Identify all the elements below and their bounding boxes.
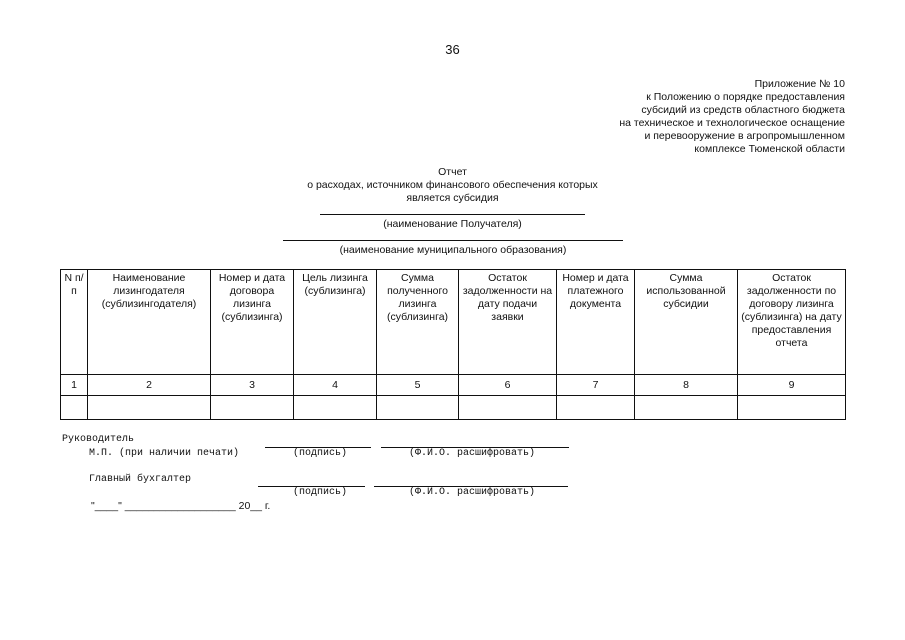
recipient-fill-line	[320, 204, 585, 215]
appendix-line: субсидий из средств областного бюджета	[641, 104, 845, 116]
number-cell: 5	[377, 375, 459, 396]
recipient-caption: (наименование Получателя)	[383, 218, 522, 230]
appendix-note	[485, 78, 845, 156]
appendix-line: на техническое и технологическое оснащение	[619, 117, 845, 129]
page-number: 36	[445, 42, 460, 57]
empty-cell	[61, 396, 88, 420]
report-title	[0, 166, 905, 205]
table-number-row	[61, 375, 846, 396]
report-title-line: Отчет	[438, 166, 467, 178]
appendix-line: комплексе Тюменской области	[694, 143, 845, 155]
number-cell: 9	[738, 375, 846, 396]
head-sign-caption: (подпись)	[293, 448, 348, 459]
head-name-caption: (Ф.И.О. расшифровать)	[409, 448, 536, 459]
number-cell: 6	[459, 375, 557, 396]
report-title-line: о расходах, источником финансового обеспечения которых	[307, 179, 598, 191]
number-cell: 7	[557, 375, 635, 396]
municipality-fill-line	[283, 230, 623, 241]
appendix-line: и перевооружение в агропромышленном	[644, 130, 845, 142]
header-cell: Сумма использованной субсидии	[635, 270, 738, 375]
number-cell: 8	[635, 375, 738, 396]
number-cell: 4	[294, 375, 377, 396]
accountant-name-line	[374, 474, 568, 487]
empty-cell	[557, 396, 635, 420]
table-header-row	[61, 270, 846, 375]
header-cell: Цель лизинга (сублизинга)	[294, 270, 377, 375]
appendix-line: к Положению о порядке предоставления	[646, 91, 845, 103]
header-cell: N п/п	[61, 270, 88, 375]
appendix-line: Приложение № 10	[754, 78, 845, 90]
empty-cell	[738, 396, 846, 420]
accountant-label: Главный бухгалтер	[89, 474, 192, 485]
accountant-name-caption: (Ф.И.О. расшифровать)	[409, 487, 536, 498]
header-cell: Остаток задолженности на дату подачи заявки	[459, 270, 557, 375]
empty-cell	[88, 396, 211, 420]
date-line: "____" ___________________ 20__ г.	[91, 500, 271, 512]
number-cell: 3	[211, 375, 294, 396]
municipality-caption: (наименование муниципального образования)	[339, 244, 567, 256]
number-cell: 1	[61, 375, 88, 396]
head-name-line	[381, 435, 569, 448]
accountant-signature-line	[258, 474, 365, 487]
number-cell: 2	[88, 375, 211, 396]
head-label: Руководитель	[62, 434, 135, 445]
seal-label: М.П. (при наличии печати)	[89, 448, 240, 459]
table-empty-row	[61, 396, 846, 420]
header-cell: Номер и дата договора лизинга (сублизинга)	[211, 270, 294, 375]
empty-cell	[211, 396, 294, 420]
empty-cell	[294, 396, 377, 420]
empty-cell	[635, 396, 738, 420]
report-title-line: является субсидия	[406, 192, 499, 204]
header-cell: Остаток задолженности по договору лизинга (сублизинга) на дату предоставления отчета	[738, 270, 846, 375]
empty-cell	[459, 396, 557, 420]
header-cell: Сумма полученного лизинга (сублизинга)	[377, 270, 459, 375]
header-cell: Номер и дата платежного документа	[557, 270, 635, 375]
accountant-sign-caption: (подпись)	[293, 487, 348, 498]
head-signature-line	[265, 435, 371, 448]
empty-cell	[377, 396, 459, 420]
header-cell: Наименование лизингодателя (сублизингодателя)	[88, 270, 211, 375]
report-table	[60, 269, 846, 420]
